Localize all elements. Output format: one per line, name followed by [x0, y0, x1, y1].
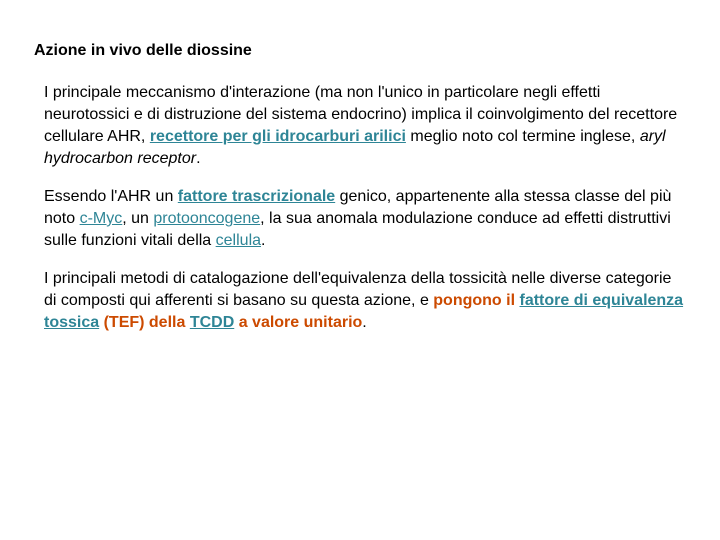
paragraph-3 [44, 268, 684, 334]
link-tcdd[interactable]: TCDD [189, 314, 235, 331]
p3-highlight-3: a valore unitario [234, 314, 363, 331]
link-recettore-idrocarburi-arilici[interactable]: recettore per gli idrocarburi arilici [149, 128, 406, 145]
p3-highlight-2: (TEF) della [99, 314, 190, 331]
page-title: Azione in vivo delle diossine [34, 42, 252, 59]
p2-text-4: , la sua anomala modulazione conduce ad effetti distruttivi sulle funzioni vitali della [44, 210, 671, 249]
p3-highlight-1: pongono il [433, 292, 520, 309]
p1-text-2: meglio noto col termine inglese, [405, 128, 640, 145]
p2-text-3: , un [122, 210, 154, 227]
p2-text-2: genico, appartenente alla stessa classe del più noto [44, 188, 672, 227]
link-fattore-equivalenza-tossica[interactable]: fattore di equivalenza tossica [44, 292, 684, 331]
link-protooncogene[interactable]: protooncogene [153, 210, 261, 227]
paragraph-1 [44, 82, 684, 170]
link-cellula[interactable]: cellula [215, 232, 262, 249]
p1-text-3: . [196, 150, 201, 167]
p3-text-2: . [362, 314, 367, 331]
p1-italic-term: aryl hydrocarbon receptor [44, 128, 666, 167]
paragraph-2 [44, 186, 684, 252]
document-body [44, 82, 684, 334]
p2-text-5: . [261, 232, 266, 249]
p2-text-1: Essendo l'AHR un [44, 188, 178, 205]
link-c-myc[interactable]: c-Myc [79, 210, 123, 227]
p1-text-1: I principale meccanismo d'interazione (ma non l'unico in particolare negli effetti neurotossici e di distruzione del sistema endocrino) implica il coinvolgimento del recettore cellulare AHR, [44, 84, 678, 145]
p3-text-1: I principali metodi di catalogazione dell'equivalenza della tossicità nelle diverse categorie di composti qui afferenti si basano su questa azione, e [44, 270, 672, 309]
link-fattore-trascrizionale[interactable]: fattore trascrizionale [177, 188, 336, 205]
